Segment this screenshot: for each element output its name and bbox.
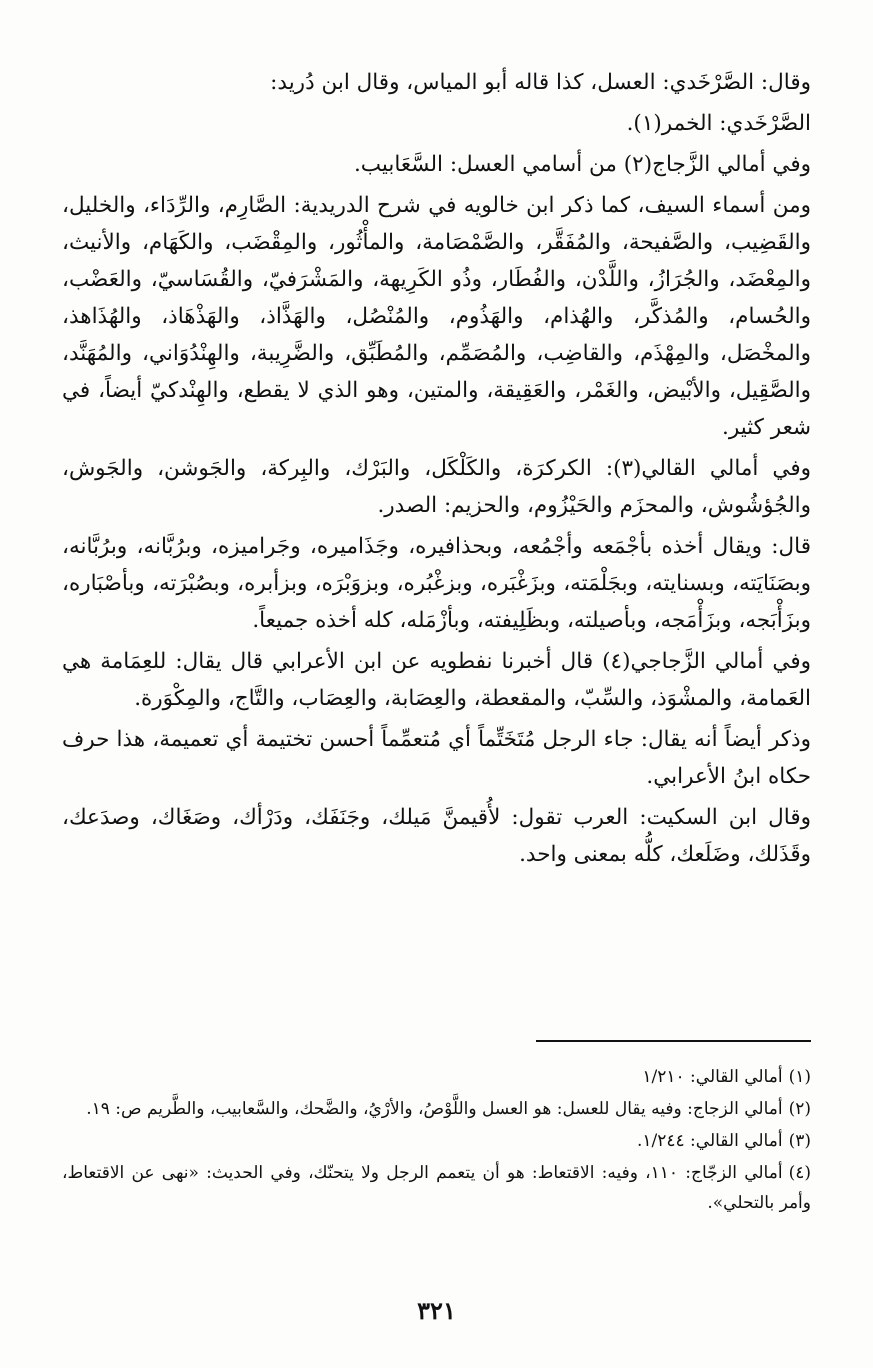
footnote (62, 1126, 811, 1156)
footnote-text: أمالي الزجاج: وفيه يقال للعسل: هو العسل واللَّوْصُ، والأرْيُ، والضَّحك، والسَّعابيب، والطَّريم ص: ١٩. (86, 1099, 783, 1119)
paragraph: قال: ويقال أخذه بأجْمَعه وأجْمُعه، وبحذافيره، وجَذَاميره، وجَراميزه، وبرُبَّانه، وبرُبَّانه، وبصَنَايَته، وبسنايته، وبجَلْمَته، وبزَغْبَره، وبزغْبُره، وبزوَبْرَه، وبزأبره، وبصُبْرَته، وبأصْبَاره، وبزَأْبَجه، وبزَأْمَجه، وبأصيلته، وبظَلِيفته، وبأزْمَله، كله أخذه جميعاً. (62, 534, 811, 633)
paragraph: ومن أسماء السيف، كما ذكر ابن خالويه في شرح الدريدية: الصَّارِم، والرِّدَاء، والخليل، والقَضِيب، والصَّفيحة، والمُفَقَّر، والصَّمْصَامة، والمأْثُور، والمِقْضَب، والكَهَام، والأنيث، والمِعْضَد، والجُرَازُ، واللَّدْن، والفُطَار، وذُو الكَرِيهة، والمَشْرَفيّ، والقُسَاسيّ، والعَضْب، والحُسام، والمُذكَّر، والهُذام، والهَذُوم، والمُنْصُل، والهَذَّاذ، والهَذْهَاذ، والهُذَاهذ، والمخْصَل، والمِهْذَم، والقاضِب، والمُصَمِّم، والمُطَبِّق، والضَّرِيبة، والهِنْدُوَاني، والمُهَنَّد، والصَّقِيل، والأبْيض، والغَمْر، والعَقِيقة، والمتين، وهو الذي لا يقطع، والهِنْدكيّ أيضاً، في شعر كثير. (62, 193, 811, 440)
footnote-text: أمالي الزجّاج: ١١٠، وفيه: الاقتعاط: هو أن يتعمم الرجل ولا يتحنّك، وفي الحديث: «نهى عن الاقتعاط، وأمر بالتحلي». (62, 1163, 811, 1213)
main-text (62, 64, 811, 877)
paragraph: وقال ابن السكيت: العرب تقول: لأُقيمنَّ مَيلك، وجَنَفَك، ودَرْأك، وصَغَاك، وصدَعك، وقَذَلك، وضَلَعك، كلُّه بمعنى واحد. (62, 805, 811, 867)
footnote-number: (٤) (788, 1163, 811, 1183)
footnote-text: أمالي القالي: ١/٢٤٤. (636, 1131, 783, 1151)
paragraph: الصَّرْخَدي: الخمر(١). (626, 111, 811, 136)
footnote (62, 1094, 811, 1124)
paragraph: وذكر أيضاً أنه يقال: جاء الرجل مُتَخَتِّماً أي مُتعمِّماً أحسن تختيمة أي تعميمة، هذا حرف حكاه ابنُ الأعرابي. (62, 727, 811, 789)
footnote-number: (١) (788, 1067, 811, 1087)
paragraph: وفي أمالي القالي(٣): الكركرَة، والكَلْكَل، والبَرْك، والبِركة، والجَوشن، والجَوش، والجُؤشُوش، والمحزَم والحَيْزُوم، والحزيم: الصدر. (62, 456, 811, 518)
paragraph: وفي أمالي الزَّجاج(٢) من أسامي العسل: السَّعَابيب. (353, 152, 811, 177)
footnote-divider (536, 1040, 811, 1042)
footnote-text: أمالي القالي: ١/٢١٠ (642, 1067, 783, 1087)
footnote (62, 1062, 811, 1092)
footnote-number: (٣) (788, 1131, 811, 1151)
footnote-number: (٢) (788, 1099, 811, 1119)
paragraph: وفي أمالي الزَّجاجي(٤) قال أخبرنا نفطويه عن ابن الأعرابي قال يقال: للعِمَامة هي العَمامة، والمشْوَذ، والسِّبّ، والمقعطة، والعِصَابة، والعِصَاب، والتَّاج، والمِكْوَرة. (62, 649, 811, 711)
footnote (62, 1158, 811, 1218)
page-number: ٣٢١ (417, 1296, 456, 1325)
paragraph: وقال: الصَّرْخَدي: العسل، كذا قاله أبو المياس، وقال ابن دُريد: (270, 70, 811, 95)
footnotes (62, 1062, 811, 1220)
